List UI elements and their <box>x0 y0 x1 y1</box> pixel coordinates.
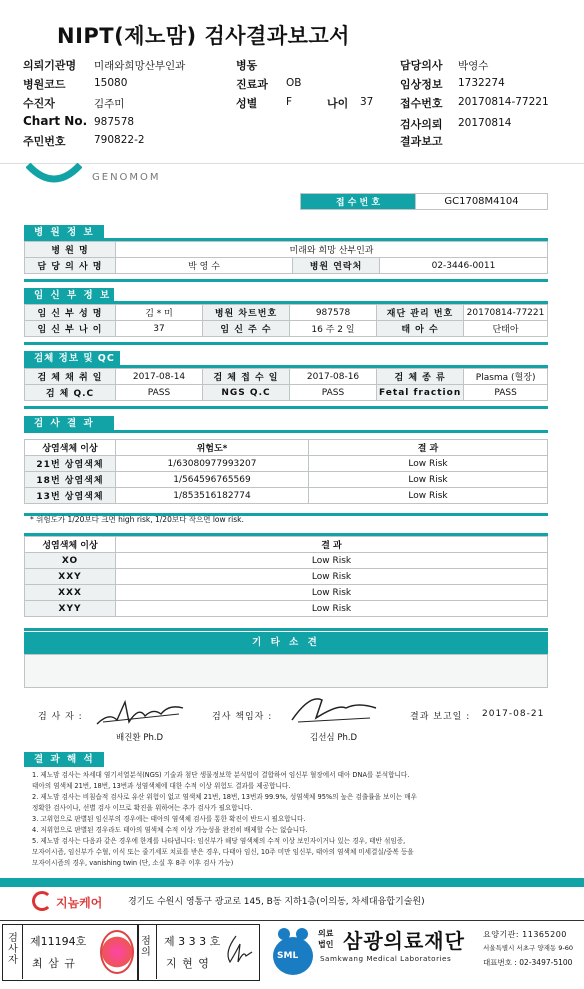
report-title: NIPT(제노맘) 검사결과보고서 <box>57 24 350 48</box>
manager-name: 김선심 Ph.D <box>310 733 358 743</box>
company-address: 경기도 수원시 영통구 광교로 145, B동 지하1층(이의동, 차세대융합기술원) <box>128 897 425 907</box>
vertical-char: 점 <box>141 936 151 947</box>
header-label-id: 주민번호 <box>23 135 66 148</box>
tester-name: 배진환 Ph.D <box>116 733 164 743</box>
mgmt-number-value: 20170814-77221 <box>464 305 548 321</box>
hospital-contact-value: 02-3446-0011 <box>380 258 548 274</box>
report-date-value: 2017-08-21 <box>482 709 545 719</box>
org-prefix-line: 법인 <box>318 940 334 949</box>
vertical-char: 의 <box>141 947 151 958</box>
org-name: 삼광의료재단 <box>343 929 465 953</box>
interp-line: 모자이시즘, 임신부가 수혈, 이식 또는 줄기세포 치료를 받은 경우, 다태아 임신, 10주 미만 임신부, 태아의 염색체 미세결실/중복 등을 <box>32 848 414 856</box>
sex-chrom-name: XXX <box>25 585 116 601</box>
autosome-name: 13번 상염색체 <box>25 488 116 504</box>
hospital-contact-label: 병원 연락처 <box>293 258 380 274</box>
chart-number-value: 987578 <box>290 305 377 321</box>
fetus-count-value: 단태아 <box>464 321 548 337</box>
autosome-name: 21번 상염색체 <box>25 456 116 472</box>
chart-number-label: 병원 차트번호 <box>203 305 290 321</box>
checker-signature-image <box>222 932 254 972</box>
hospital-info-table <box>24 241 548 274</box>
org-phone: 대표번호 : 02-3497-5100 <box>483 958 573 967</box>
section-specimen-info: 검체 정보 및 QC <box>24 351 120 366</box>
manager-label: 검사 책임자 : <box>212 712 273 722</box>
table-row <box>25 456 548 472</box>
header-label-report: 결과보고 <box>400 135 443 148</box>
header-value-request: 20170814 <box>458 117 512 129</box>
vertical-char: 사 <box>8 944 18 955</box>
org-address: 서울특별시 서초구 양재동 9-60 <box>483 944 574 952</box>
table-row <box>25 553 548 569</box>
header-label-request: 검사의뢰 <box>400 118 443 131</box>
specimen-type-label: 검 체 종 류 <box>377 369 464 385</box>
ngs-qc-label: NGS Q.C <box>203 385 290 401</box>
hospital-name-value: 미래와 희망 산부인과 <box>116 242 548 258</box>
specimen-qc-value: PASS <box>116 385 203 401</box>
header-value-hospital: 미래와희망산부인과 <box>94 60 186 72</box>
pregnant-info-table <box>24 304 548 337</box>
header-value-chart: 987578 <box>94 116 135 128</box>
org-prefix <box>318 928 333 950</box>
agency-number: 요양기관: 11365200 <box>483 930 567 939</box>
sml-logo-text: SML <box>277 951 299 961</box>
col-header-result: 결 과 <box>309 440 548 456</box>
genomecare-logo-icon <box>32 891 52 911</box>
interp-line: 3. 고위험으로 판별된 임신부의 경우에는 태아의 염색체 검사를 통한 확진이 반드시 필요합니다. <box>32 815 306 823</box>
stamp-divider <box>22 924 23 979</box>
sex-chrom-table <box>24 536 548 617</box>
interp-line: 태아의 염색체 21번, 18번, 13번과 성염색체에 대한 수적 이상 위험도 결과를 제공합니다. <box>32 782 291 790</box>
specimen-qc-label: 검 체 Q.C <box>25 385 116 401</box>
col-header-sex-result: 결 과 <box>116 537 548 553</box>
pregnant-age-value: 37 <box>116 321 203 337</box>
pregnant-name-value: 김 * 미 <box>116 305 203 321</box>
autosome-name: 18번 상염색체 <box>25 472 116 488</box>
header-label-ward: 병동 <box>236 59 258 72</box>
interpretation-text <box>32 770 572 869</box>
interp-line: 모자이시즘의 경우, vanishing twin (단, 소실 후 8주 이후 검사 가능) <box>32 859 234 867</box>
interp-line: 5. 제노맘 검사는 다음과 같은 경우에 한계를 나타냅니다: 임신부가 해당 염색체의 수적 이상 보인자이거나 있는 경우, 태반 섞임증, <box>32 837 406 845</box>
risk-footnote: * 위험도가 1/20보다 크면 high risk, 1/20보다 작으면 low risk. <box>30 515 244 524</box>
section-hospital-info: 병 원 정 보 <box>24 225 104 240</box>
autosome-result: Low Risk <box>309 488 548 504</box>
report-date-label: 결과 보고일 : <box>410 712 471 722</box>
header-label-receipt: 접수번호 <box>400 97 443 110</box>
inspector-vertical-label <box>7 933 19 966</box>
footer-accent-bar <box>0 878 584 887</box>
table-row <box>25 569 548 585</box>
receipt-label: 접 수 번 호 <box>301 194 416 210</box>
header-label-code: 병원코드 <box>23 78 66 91</box>
interp-line: 2. 제노맘 검사는 비침습적 검사로 유산 위험이 없고 염색체 21번, 18번, 13번과 99.9%, 성염색체 95%의 높은 검출률을 보이는 매우 <box>32 793 417 801</box>
header-label-chart: Chart No. <box>23 114 88 128</box>
table-row <box>25 585 548 601</box>
doctor-name-label: 담 당 의 사 명 <box>25 258 116 274</box>
header-label-doctor: 담당의사 <box>400 59 443 72</box>
header-value-id: 790822-2 <box>94 134 145 146</box>
table-row <box>25 601 548 617</box>
inspector-number: 제11194호 <box>30 935 87 948</box>
header-label-dept: 진료과 <box>236 78 268 91</box>
table-row <box>25 488 548 504</box>
section-interpretation: 결 과 해 석 <box>24 752 104 767</box>
genomom-logo-mark <box>26 163 82 185</box>
manager-signature-image <box>288 690 380 732</box>
fetal-fraction-value: PASS <box>464 385 548 401</box>
inspector-red-seal <box>100 930 134 974</box>
sex-chrom-result: Low Risk <box>116 553 548 569</box>
mgmt-number-label: 재단 관리 번호 <box>377 305 464 321</box>
sex-chrom-name: XXY <box>25 569 116 585</box>
autosome-result: Low Risk <box>309 456 548 472</box>
vertical-char: 검 <box>8 933 18 944</box>
fetal-fraction-label: Fetal fraction <box>377 385 464 401</box>
section-remarks: 기 타 소 견 <box>24 632 548 654</box>
doctor-name-value: 박 영 수 <box>116 258 293 274</box>
section-pregnant-info: 임 신 부 정 보 <box>24 288 114 303</box>
pregnant-age-label: 임 신 부 나 이 <box>25 321 116 337</box>
section-test-results: 검 사 결 과 <box>24 416 114 431</box>
autosome-result: Low Risk <box>309 472 548 488</box>
pregnant-name-label: 임 신 부 성 명 <box>25 305 116 321</box>
interp-line: 4. 저위험으로 판별된 경우라도 태아의 염색체 수적 이상 가능성을 완전히 배제할 수는 없습니다. <box>32 826 308 834</box>
inspector-name: 최 삼 규 <box>32 957 76 970</box>
checker-name: 지 현 영 <box>166 957 210 970</box>
org-english-name: Samkwang Medical Laboratories <box>320 954 452 963</box>
specimen-info-table <box>24 368 548 401</box>
interp-line: 정확한 검사이나, 선별 검사 이므로 확진을 위하여는 추가 검사가 필요합니다. <box>32 804 253 812</box>
checker-vertical-label <box>140 936 152 958</box>
sex-chrom-result: Low Risk <box>116 601 548 617</box>
sex-chrom-name: XO <box>25 553 116 569</box>
header-value-sex: F <box>286 96 293 108</box>
header-label-clinical: 임상정보 <box>400 78 443 91</box>
header-value-age: 37 <box>360 96 374 108</box>
checker-number: 제 3 3 3 호 <box>164 935 221 948</box>
tester-label: 검 사 자 : <box>38 712 83 722</box>
tester-signature-image <box>95 694 187 734</box>
table-row <box>25 472 548 488</box>
gestation-weeks-value: 16 주 2 일 <box>290 321 377 337</box>
col-header-sex-chrom: 성염색체 이상 <box>25 537 116 553</box>
col-header-risk: 위험도* <box>116 440 309 456</box>
autosome-risk: 1/564596765569 <box>116 472 309 488</box>
receive-date-value: 2017-08-16 <box>290 369 377 385</box>
header-value-clinical: 1732274 <box>458 77 505 89</box>
col-header-autosome: 상염색체 이상 <box>25 440 116 456</box>
header-label-hospital: 의뢰기관명 <box>23 59 77 72</box>
header-value-doctor: 박영수 <box>458 60 489 72</box>
genomom-logo-text: GENOMOM <box>92 172 161 183</box>
vertical-char: 자 <box>8 955 18 966</box>
sex-chrom-name: XYY <box>25 601 116 617</box>
collect-date-value: 2017-08-14 <box>116 369 203 385</box>
autosome-risk: 1/63080977993207 <box>116 456 309 472</box>
interp-line: 1. 제노맘 검사는 차세대 염기서열분석(NGS) 기술과 첨단 생물정보학 분석법이 결합하여 임신부 혈장에서 태아 DNA를 분석합니다. <box>32 771 410 779</box>
header-value-code: 15080 <box>94 77 128 89</box>
remarks-box <box>24 654 548 688</box>
fetus-count-label: 태 아 수 <box>377 321 464 337</box>
company-name: 지놈케어 <box>56 896 103 910</box>
receipt-value: GC1708M4104 <box>416 194 548 210</box>
hospital-name-label: 병 원 명 <box>25 242 116 258</box>
header-value-dept: OB <box>286 77 302 89</box>
org-prefix-line: 의료 <box>318 929 334 938</box>
header-label-sex: 성별 <box>236 97 258 110</box>
stamp-divider <box>156 924 157 979</box>
autosome-results-table <box>24 439 548 504</box>
specimen-type-value: Plasma (혈장) <box>464 369 548 385</box>
receipt-number-table <box>300 193 548 210</box>
header-label-age: 나이 <box>327 97 349 110</box>
receive-date-label: 검 체 접 수 일 <box>203 369 290 385</box>
ngs-qc-value: PASS <box>290 385 377 401</box>
collect-date-label: 검 체 채 취 일 <box>25 369 116 385</box>
sex-chrom-result: Low Risk <box>116 585 548 601</box>
header-label-patient: 수진자 <box>23 97 55 110</box>
header-value-receipt: 20170814-77221 <box>458 96 549 108</box>
gestation-weeks-label: 임 신 주 수 <box>203 321 290 337</box>
header-value-patient: 김주미 <box>94 98 125 110</box>
autosome-risk: 1/853516182774 <box>116 488 309 504</box>
sex-chrom-result: Low Risk <box>116 569 548 585</box>
